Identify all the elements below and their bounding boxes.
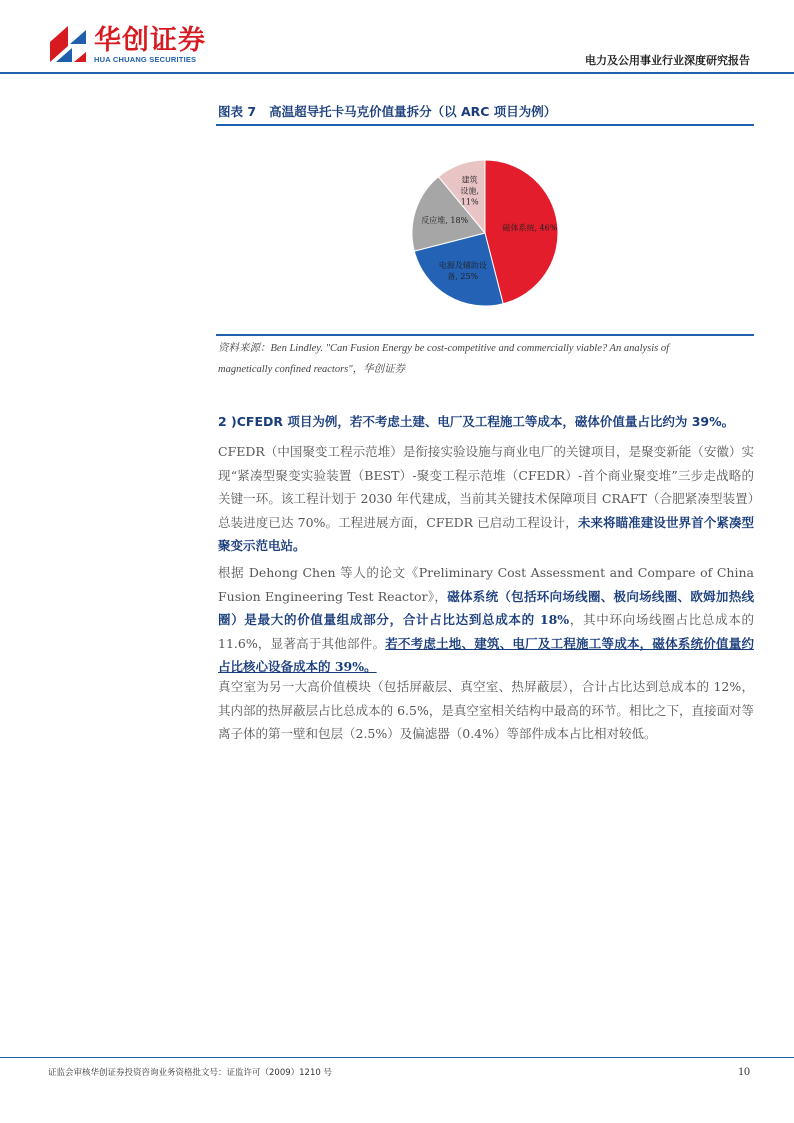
paragraph-cfedr [218, 440, 754, 558]
figure-label: 图表 7 [218, 104, 257, 119]
report-category: 电力及公用事业行业深度研究报告 [585, 54, 750, 67]
pie-slice-label: 磁体系统, 46% [502, 223, 558, 233]
section-heading: 2 )CFEDR 项目为例，若不考虑土建、电厂及工程施工等成本，磁体价值量占比约为 39%。 [218, 414, 735, 429]
source-line-1: 资料来源：Ben Lindley. "Can Fusion Energy be cost-competitive and commercially viable? An analysis of [218, 343, 670, 354]
source-line-2: magnetically confined reactors"，华创证券 [218, 364, 406, 375]
footer-license: 证监会审核华创证券投资咨询业务资格批文号：证监许可（2009）1210 号 [48, 1068, 332, 1078]
figure-caption: 高温超导托卡马克价值量拆分（以 ARC 项目为例） [269, 104, 557, 119]
paragraph-underlined-emphasis: 若不考虑土地、建筑、电厂及工程施工等成本，磁体系统价值量约占比核心设备成本的 39%。 [218, 635, 754, 674]
pie-slice-label: 建筑设施, 11% [460, 175, 479, 207]
figure-bottom-rule [216, 334, 754, 336]
paragraph-text: 根据 Dehong Chen 等人的论文《Preliminary Cost Assessment and Compare of China Fusion Engineering Test Reactor》， [218, 565, 754, 604]
logo-text-cn: 华创证券 [94, 25, 206, 56]
pie-slice-label: 电源及辅助设备, 25% [438, 261, 487, 282]
figure-title [218, 102, 556, 120]
pie-chart [390, 148, 580, 318]
page-number: 10 [738, 1064, 750, 1078]
header-divider [0, 72, 794, 74]
company-logo [48, 24, 208, 64]
paragraph-vacuum-vessel: 真空室为另一大高价值模块（包括屏蔽层、真空室、热屏蔽层），合计占比达到总成本的 12%，其内部的热屏蔽层占比总成本的 6.5%，是真空室相关结构中最高的环节。相比之下，直接面对等离子体的第一壁和包层（2.5%）及偏滤器（0.4%）等部件成本占比相对较低。 [218, 679, 754, 741]
figure-source [218, 338, 754, 380]
pie-slice-label: 反应堆, 18% [421, 215, 469, 225]
paragraph-emphasis: 磁体系统（包括环向场线圈、极向场线圈、欧姆加热线圈）是最大的价值量组成部分，合计占比达到总成本的 18% [218, 588, 754, 627]
paragraph-text: ，其中环向场线圈占比总成本的 11.6%，显著高于其他部件。 [218, 612, 754, 651]
logo-mark-icon [48, 24, 88, 64]
paragraph-text: CFEDR（中国聚变工程示范堆）是衔接实验设施与商业电厂的关键项目，是聚变新能（安徽）实现“紧凑型聚变实验装置（BEST）-聚变工程示范堆（CFEDR）-首个商业聚变堆”三步走战略的关键一环。该工程计划于 2030 年代建成，当前其关键技术保障项目 CRAFT（合肥紧凑型装置）总装进度已达 70%。工程进展方面，CFEDR 已启动工程设计， [218, 444, 754, 530]
paragraph-emphasis: 未来将瞄准建设世界首个紧凑型聚变示范电站。 [218, 514, 754, 553]
footer-divider [0, 1057, 794, 1058]
figure-top-rule [216, 124, 754, 126]
logo-text-en: HUA CHUANG SECURITIES [94, 55, 197, 64]
paragraph-cost-assessment [218, 561, 754, 679]
